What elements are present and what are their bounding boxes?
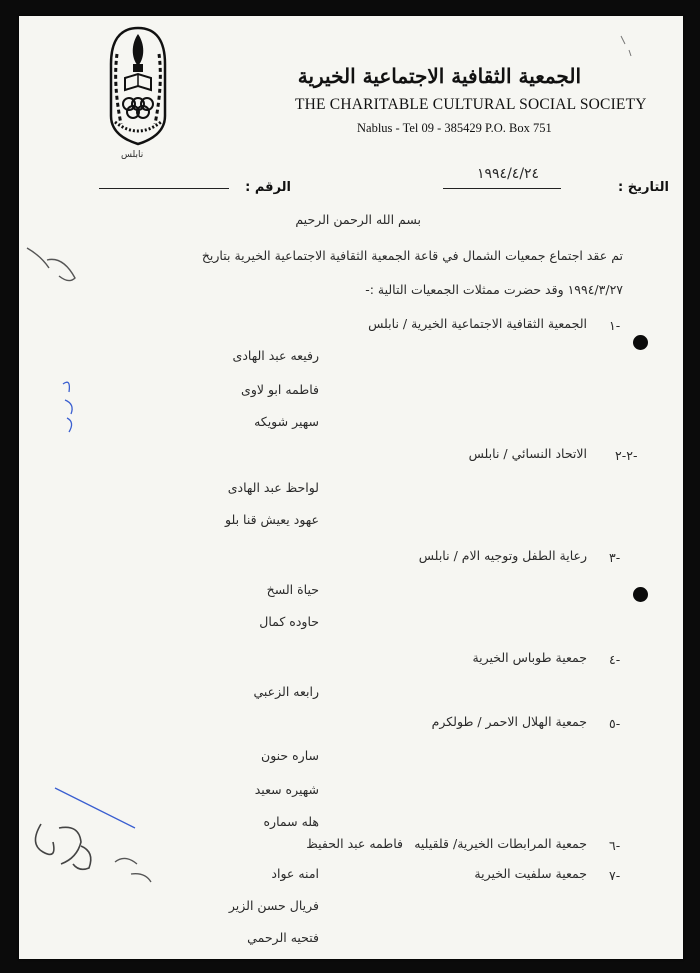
- society-name-arabic: الجمعية الثقافية الاجتماعية الخيرية: [297, 64, 581, 88]
- member-name: امنه عواد: [271, 866, 319, 881]
- number-label: الرقم :: [245, 180, 291, 195]
- member-name: حياة السخ: [266, 582, 319, 597]
- member-name: رابعه الزعبي: [253, 684, 319, 699]
- member-name: حاوده كمال: [259, 614, 319, 629]
- number-line: [99, 188, 229, 189]
- intro-line-1: تم عقد اجتماع جمعيات الشمال في قاعة الجمعية الثقافية الاجتماعية الخيرية بتاريخ: [201, 248, 623, 263]
- date-value: ١٩٩٤/٤/٢٤: [477, 166, 540, 182]
- date-line: [443, 188, 561, 189]
- member-name: هله سماره: [263, 814, 319, 829]
- society-name: جمعية الهلال الاحمر / طولكرم: [431, 714, 587, 729]
- item-number: ١-: [609, 318, 621, 333]
- logo-caption: نابلس: [121, 150, 144, 160]
- society-name: جمعية طوباس الخيرية: [472, 650, 587, 665]
- item-number: ٥-: [609, 716, 621, 731]
- member-name: فاطمه عبد الحفيظ: [306, 836, 403, 851]
- item-number: ٦-: [609, 838, 621, 853]
- society-name: الجمعية الثقافية الاجتماعية الخيرية / نابلس: [368, 316, 587, 331]
- date-label: التاريخ :: [618, 180, 669, 195]
- society-name: جمعية المرابطات الخيرية/ قلقيليه: [414, 836, 587, 851]
- member-name: رفيعه عبد الهادى: [232, 348, 319, 363]
- letter-page: [19, 16, 683, 959]
- member-name: فريال حسن الزير: [228, 898, 319, 913]
- item-number: ٧-: [609, 868, 621, 883]
- punch-hole: [633, 587, 648, 602]
- punch-hole: [633, 335, 648, 350]
- society-name: رعاية الطفل وتوجيه الام / نابلس: [418, 548, 587, 563]
- member-name: ساره حنون: [261, 748, 319, 763]
- item-number: ٢-٢-: [615, 448, 638, 463]
- member-name: عهود يعيش قنا بلو: [224, 512, 319, 527]
- item-number: ٤-: [609, 652, 621, 667]
- society-name-english: THE CHARITABLE CULTURAL SOCIAL SOCIETY: [295, 96, 647, 113]
- society-name: جمعية سلفيت الخيرية: [474, 866, 587, 881]
- society-logo-emblem: [97, 24, 179, 162]
- member-name: لواحظ عبد الهادى: [227, 480, 319, 495]
- item-number: ٣-: [609, 550, 621, 565]
- society-address: Nablus - Tel 09 - 385429 P.O. Box 751: [357, 121, 552, 135]
- member-name: فتحيه الرحمي: [247, 930, 319, 945]
- basmala: بسم الله الرحمن الرحيم: [295, 212, 421, 227]
- member-name: سهير شويكه: [254, 414, 319, 429]
- intro-line-2: ١٩٩٤/٣/٢٧ وقد حضرت ممثلات الجمعيات التالية :-: [365, 282, 623, 297]
- member-name: شهيره سعيد: [254, 782, 319, 797]
- member-name: فاطمه ابو لاوى: [241, 382, 319, 397]
- society-name: الاتحاد النسائي / نابلس: [468, 446, 587, 461]
